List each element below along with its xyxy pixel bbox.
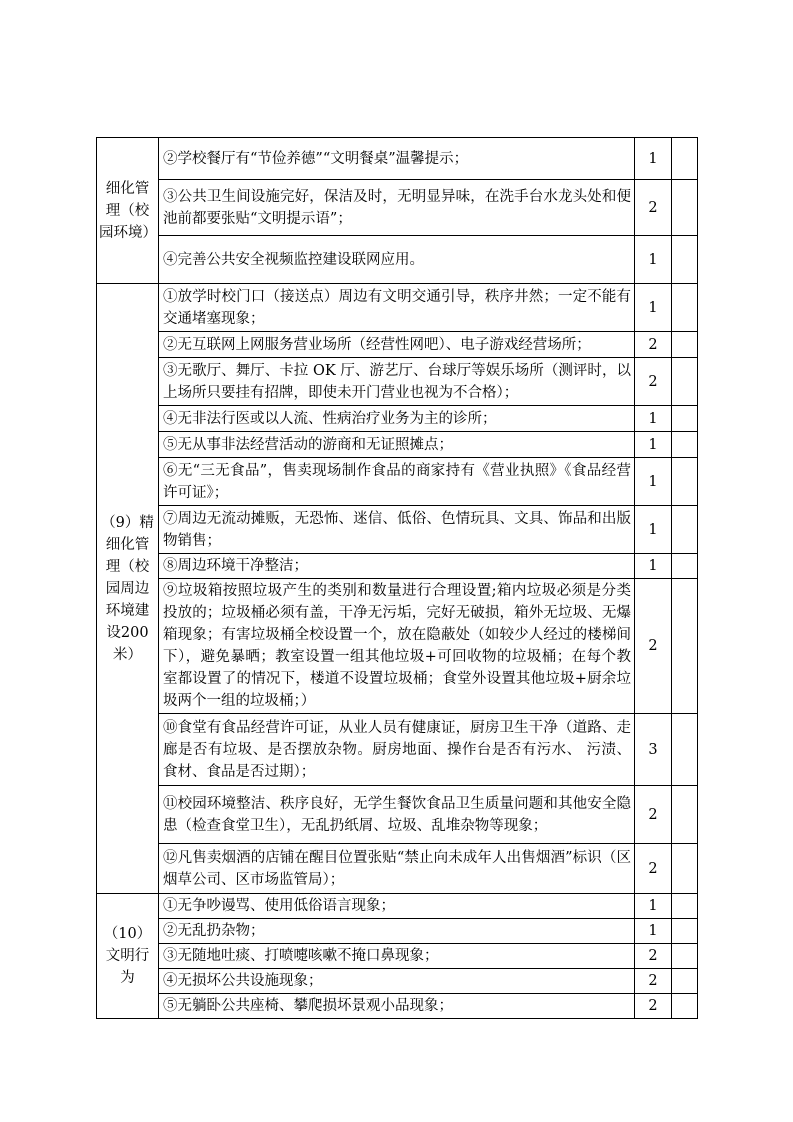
blank-cell [672, 236, 698, 284]
criterion-item: ②学校餐厅有“节俭养德”“文明餐桌”温馨提示； [159, 138, 635, 180]
score-cell: 1 [635, 554, 672, 579]
criterion-item: ⑫凡售卖烟酒的店铺在醒目位置张贴“禁止向未成年人出售烟酒”标识（区烟草公司、区市场监管局）； [159, 844, 635, 894]
blank-cell [672, 332, 698, 358]
criterion-item: ⑤无躺卧公共座椅、攀爬损坏景观小品现象； [159, 994, 635, 1019]
score-cell: 1 [635, 506, 672, 554]
score-cell: 2 [635, 994, 672, 1019]
blank-cell [672, 432, 698, 458]
score-cell: 1 [635, 919, 672, 944]
blank-cell [672, 358, 698, 406]
category-cell: 细化管理（校园环境） [97, 138, 159, 284]
score-cell: 2 [635, 786, 672, 844]
score-cell: 2 [635, 332, 672, 358]
score-cell: 2 [635, 579, 672, 714]
criterion-item: ③无随地吐痰、打喷嚏咳嗽不掩口鼻现象； [159, 944, 635, 969]
blank-cell [672, 284, 698, 332]
score-cell: 2 [635, 180, 672, 236]
score-cell: 2 [635, 844, 672, 894]
criterion-item: ④完善公共安全视频监控建设联网应用。 [159, 236, 635, 284]
score-cell: 1 [635, 236, 672, 284]
criterion-item: ④无非法行医或以人流、性病治疗业务为主的诊所； [159, 406, 635, 432]
criterion-item: ⑨垃圾箱按照垃圾产生的类别和数量进行合理设置;箱内垃圾必须是分类投放的；垃圾桶必须有盖，干净无污垢，完好无破损，箱外无垃圾、无爆箱现象；有害垃圾桶全校设置一个，放在隐蔽处（如较少人经过的楼梯间下），避免暴晒；教室设置一组其他垃圾+可回收物的垃圾桶；在每个教室都设置了的情况下，楼道不设置垃圾桶；食堂外设置其他垃圾+厨余垃圾两个一组的垃圾桶；） [159, 579, 635, 714]
score-cell: 1 [635, 894, 672, 919]
score-cell: 1 [635, 284, 672, 332]
evaluation-table [96, 137, 698, 1019]
criterion-item: ④无损坏公共设施现象； [159, 969, 635, 994]
score-cell: 1 [635, 138, 672, 180]
blank-cell [672, 180, 698, 236]
blank-cell [672, 994, 698, 1019]
score-cell: 1 [635, 432, 672, 458]
score-cell: 2 [635, 969, 672, 994]
criterion-item: ⑥无“三无食品”，售卖现场制作食品的商家持有《营业执照》《食品经营许可证》； [159, 458, 635, 506]
score-cell: 1 [635, 406, 672, 432]
blank-cell [672, 138, 698, 180]
blank-cell [672, 714, 698, 786]
blank-cell [672, 969, 698, 994]
criterion-item: ⑤无从事非法经营活动的游商和无证照摊点； [159, 432, 635, 458]
criterion-item: ⑪校园环境整洁、秩序良好，无学生餐饮食品卫生质量问题和其他安全隐患（检查食堂卫生），无乱扔纸屑、垃圾、乱堆杂物等现象； [159, 786, 635, 844]
score-cell: 2 [635, 358, 672, 406]
blank-cell [672, 844, 698, 894]
score-cell: 1 [635, 458, 672, 506]
criterion-item: ①无争吵谩骂、使用低俗语言现象； [159, 894, 635, 919]
blank-cell [672, 554, 698, 579]
criterion-item: ⑧周边环境干净整洁； [159, 554, 635, 579]
blank-cell [672, 944, 698, 969]
blank-cell [672, 579, 698, 714]
blank-cell [672, 894, 698, 919]
blank-cell [672, 458, 698, 506]
criterion-item: ⑦周边无流动摊贩，无恐怖、迷信、低俗、色情玩具、文具、饰品和出版物销售； [159, 506, 635, 554]
category-cell: （9）精细化管理（校园周边环境建设200米） [97, 284, 159, 894]
criterion-item: ②无乱扔杂物； [159, 919, 635, 944]
criterion-item: ⑩食堂有食品经营许可证，从业人员有健康证，厨房卫生干净（道路、走廊是否有垃圾、是否摆放杂物。厨房地面、操作台是否有污水、 污渍、食材、食品是否过期）； [159, 714, 635, 786]
blank-cell [672, 506, 698, 554]
criterion-item: ②无互联网上网服务营业场所（经营性网吧）、电子游戏经营场所； [159, 332, 635, 358]
category-cell: （10）文明行为 [97, 894, 159, 1019]
score-cell: 3 [635, 714, 672, 786]
score-cell: 2 [635, 944, 672, 969]
criterion-item: ①放学时校门口（接送点）周边有文明交通引导，秩序井然；一定不能有交通堵塞现象； [159, 284, 635, 332]
blank-cell [672, 786, 698, 844]
blank-cell [672, 919, 698, 944]
criterion-item: ③公共卫生间设施完好，保洁及时，无明显异味，在洗手台水龙头处和便池前都要张贴“文明提示语”； [159, 180, 635, 236]
criterion-item: ③无歌厅、舞厅、卡拉 OK 厅、游艺厅、台球厅等娱乐场所（测评时，以上场所只要挂有招牌，即使未开门营业也视为不合格）； [159, 358, 635, 406]
blank-cell [672, 406, 698, 432]
